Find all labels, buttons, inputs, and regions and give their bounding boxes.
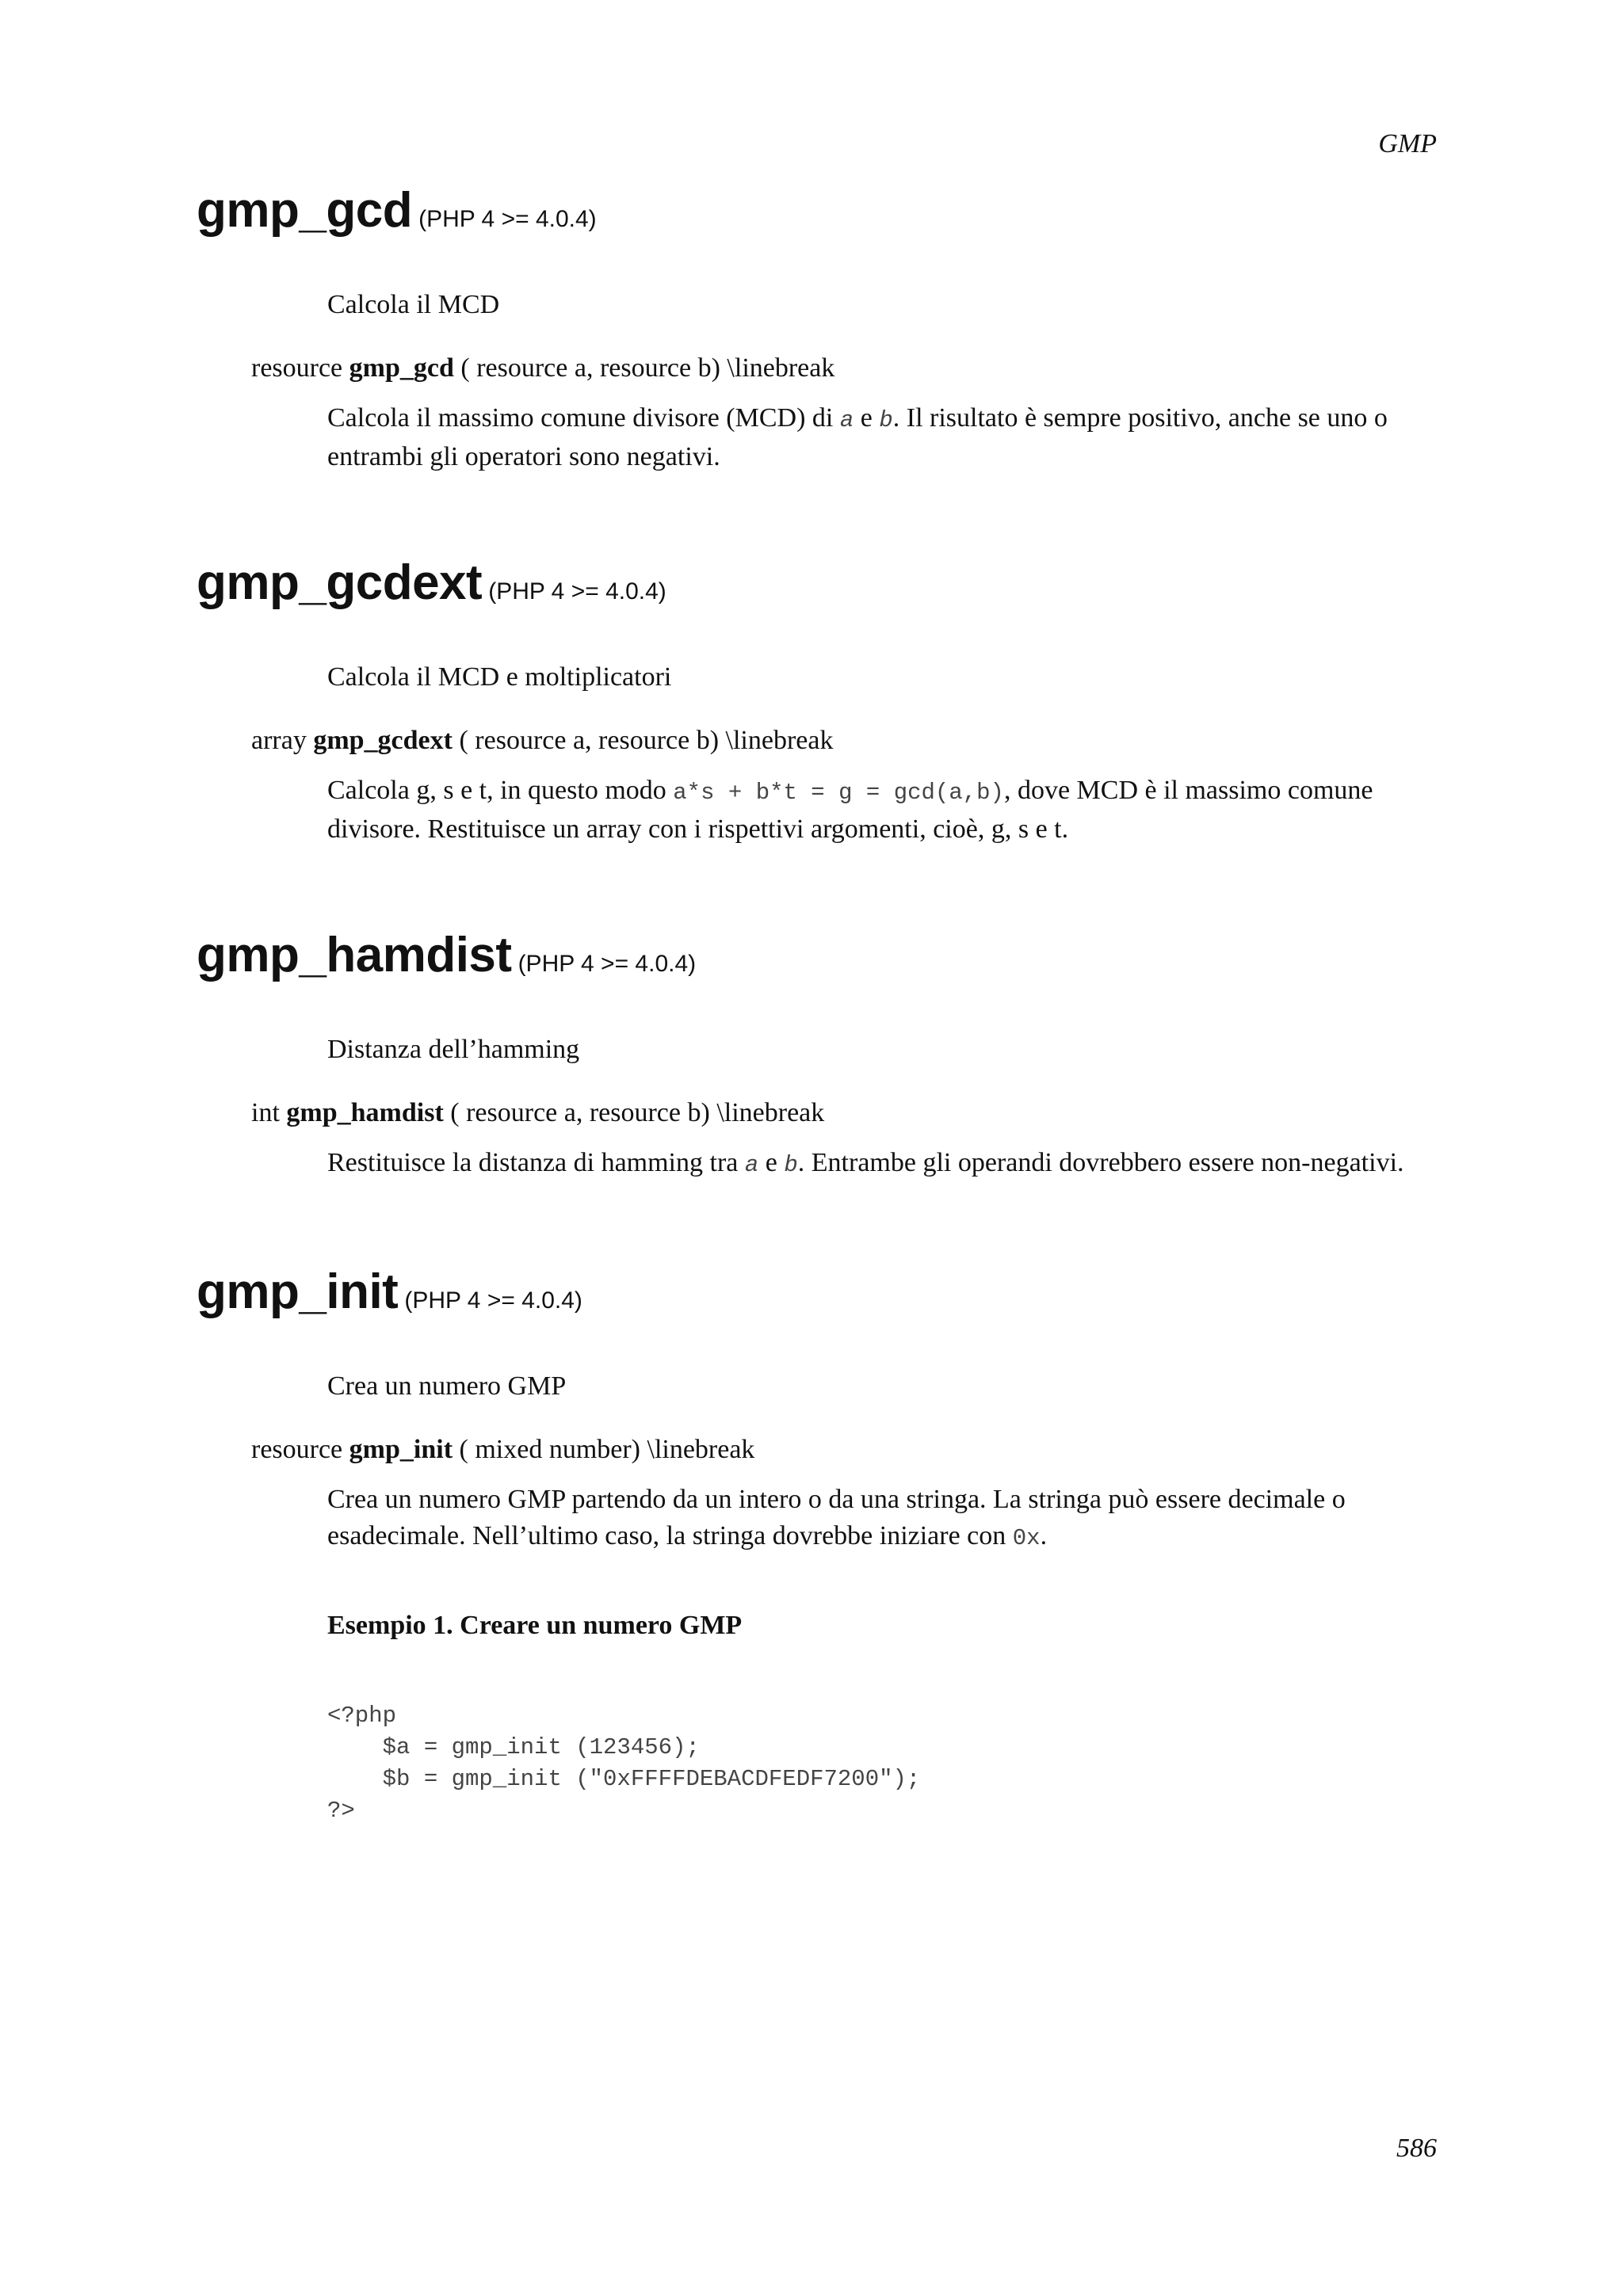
description-text: Calcola g, s e t, in questo modo (327, 776, 674, 805)
function-purpose: Calcola il MCD e moltiplicatori (327, 662, 672, 692)
description-text: . (1040, 1521, 1048, 1550)
function-synopsis (251, 726, 833, 756)
synopsis-function-name: gmp_init (349, 1435, 453, 1464)
inline-code: a*s + b*t = g = gcd(a,b) (673, 780, 1004, 806)
function-name: gmp_gcd (197, 183, 413, 238)
description-text: e (758, 1148, 785, 1177)
synopsis-function-name: gmp_gcd (349, 353, 454, 383)
function-description (327, 772, 1437, 848)
function-name: gmp_init (197, 1264, 399, 1319)
function-description (327, 1482, 1437, 1557)
function-purpose: Distanza dell’hamming (327, 1035, 580, 1064)
parameter-list: ( resource a, resource b) \linebreak (450, 1098, 825, 1127)
inline-code: 0x (1012, 1525, 1041, 1551)
description-text: e (854, 403, 880, 433)
return-type: resource (251, 353, 343, 383)
parameter-list: ( resource a, resource b) \linebreak (459, 726, 834, 755)
function-purpose: Calcola il MCD (327, 290, 500, 319)
parameter-ref: b (784, 1152, 798, 1178)
running-header: GMP (1378, 129, 1437, 158)
version-note: (PHP 4 >= 4.0.4) (488, 578, 666, 605)
description-text: Crea un numero GMP partendo da un intero o da una stringa. La stringa può essere decimale o esadecimale. Nell’ultimo caso, la stringa dovrebbe iniziare con (327, 1485, 1346, 1550)
example-title: Esempio 1. Creare un numero GMP (327, 1611, 743, 1640)
function-name: gmp_hamdist (197, 928, 512, 982)
return-type: int (251, 1098, 280, 1127)
code-line: $b = gmp_init ("0xFFFFDEBACDFEDF7200"); (327, 1766, 921, 1792)
function-name: gmp_gcdext (197, 555, 483, 610)
function-purpose: Crea un numero GMP (327, 1371, 567, 1401)
description-text: Restituisce la distanza di hamming tra (327, 1148, 745, 1177)
version-note: (PHP 4 >= 4.0.4) (418, 206, 597, 232)
version-note: (PHP 4 >= 4.0.4) (517, 951, 697, 977)
code-line: ?> (327, 1798, 355, 1824)
synopsis-function-name: gmp_hamdist (286, 1098, 444, 1127)
code-line: <?php (327, 1703, 397, 1729)
page-number: 586 (1396, 2134, 1437, 2163)
function-synopsis (251, 1098, 824, 1128)
code-line: $a = gmp_init (123456); (327, 1734, 700, 1760)
parameter-ref: b (879, 407, 893, 433)
synopsis-function-name: gmp_gcdext (313, 726, 453, 755)
parameter-ref: a (839, 407, 854, 433)
description-text: . Il risultato è sempre positivo, anche se uno o entrambi gli operatori sono negativi. (327, 403, 1388, 471)
function-title (197, 182, 597, 238)
description-text: , dove MCD è il massimo comune divisore. Restituisce un array con i rispettivi argomenti, cioè, g, s e t. (327, 776, 1373, 844)
version-note: (PHP 4 >= 4.0.4) (404, 1287, 582, 1314)
function-title (197, 927, 696, 983)
function-synopsis (251, 1435, 754, 1465)
function-description (327, 1145, 1453, 1184)
function-title (197, 1264, 582, 1320)
function-title (197, 555, 666, 611)
parameter-list: ( mixed number) \linebreak (459, 1435, 755, 1464)
parameter-list: ( resource a, resource b) \linebreak (460, 353, 835, 383)
description-text: . Entrambe gli operandi dovrebbero essere non-negativi. (797, 1148, 1404, 1177)
parameter-ref: a (744, 1152, 759, 1178)
function-synopsis (251, 353, 834, 383)
description-text: Calcola il massimo comune divisore (MCD) di (327, 403, 840, 433)
code-example (327, 1700, 920, 1827)
return-type: resource (251, 1435, 343, 1464)
return-type: array (251, 726, 307, 755)
function-description (327, 400, 1437, 475)
